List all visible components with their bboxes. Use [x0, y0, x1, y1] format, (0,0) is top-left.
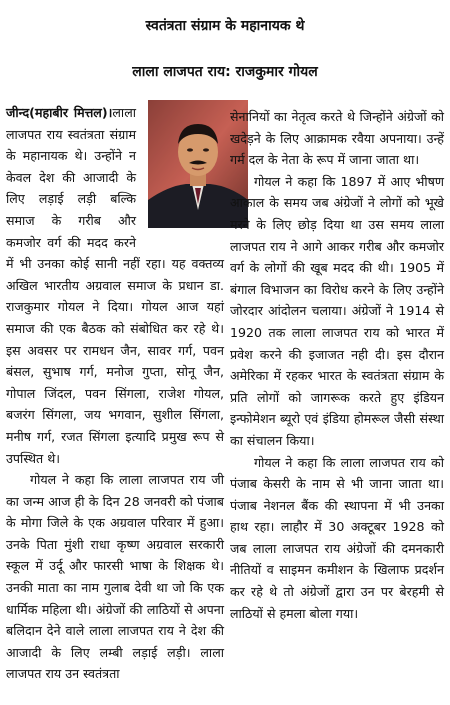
right-paragraph-3: गोयल ने कहा कि लाला लाजपत राय को पंजाब केसरी के नाम से भी जाना जाता था। पंजाब नेशनल बैंक की स्थापना में भी उनका हाथ रहा। लाहौर में 30 अक्टूबर 1928 को जब लाला लाजपत राय अंग्रेजों की दमनकारी नीतियों व साइमन कमीशन के खिलाफ प्रदर्शन कर रहे थे तो अंग्रेजों द्वारा उन पर बेरहमी से लाठियों से हमला बोला गया।	[230, 454, 444, 621]
dateline: जीन्द(महाबीर मित्तल)।	[6, 105, 113, 120]
left-paragraph-2: गोयल ने कहा कि लाला लाजपत राय जी का जन्म आज ही के दिन 28 जनवरी को पंजाब के मोगा जिले के एक अग्रवाल परिवार में हुआ। उनके पिता मुंशी राधा कृष्ण अग्रवाल सरकारी स्कूल में उर्दू और फारसी भाषा के शिक्षक थे। उनकी माता का नाम गुलाब देवी था जो कि एक धार्मिक महिला थी। अंग्रेजों की लाठियों से अपना बलिदान देने वाले लाला लाजपत राय ने देश की आजादी के लिए लम्बी लड़ाई लड़ी। लाला लाजपत राय उन स्वतंत्रता	[6, 472, 224, 682]
left-paragraph-1: लाला लाजपत राय स्वतंत्रता संग्राम के महानायक थे। उन्होंने न केवल देश की आजादी के लिए लड़ाई लड़ी बल्कि समाज के गरीब और कमजोर वर्ग की मदद करने में भी उनका कोई सानी नहीं रहा। यह वक्तव्य अखिल भारतीय अग्रवाल समाज के प्रधान डा. राजकुमार गोयल ने दिया। गोयल आज यहां समाज की एक बैठक को संबोधित कर रहे थे। इस अवसर पर रामधन जैन, सावर गर्ग, पवन बंसल, सुभाष गर्ग, मनोज गुप्ता, सोनू जैन, गोपाल जिंदल, पवन सिंगला, राजेश गोयल, बजरंग सिंगला, जय भगवान, सुशील सिंगला, मनीष गर्ग, रजत सिंगला इत्यादि प्रमुख रूप से उपस्थित थे।	[6, 105, 224, 466]
headline-line-1: स्वतंत्रता संग्राम के महानायक थे	[145, 18, 305, 34]
right-column	[230, 106, 444, 624]
right-paragraph-2: गोयल ने कहा कि 1897 में आए भीषण आकाल के समय जब अंग्रेजों ने लोगों को भूखे मरने के लिए छोड़ दिया था उस समय लाला लाजपत राय ने आगे आकर गरीब और कमजोर वर्ग के लोगों की खूब मदद की थी। 1905 में बंगाल विभाजन का विरोध करने के लिए उन्होंने जोरदार आंदोलन चलाया। अंग्रेजों ने 1914 से 1920 तक लाला लाजपत राय को भारत में प्रवेश करने की इजाजत नही दी। इस दौरान अमेरिका में रहकर भारत के स्वतंत्रता संग्राम के प्रति लोगों को जागरूक करते हुए इंडियन इन्फोमेशन ब्यूरो एवं इंडिया होमरूल जैसी संस्था का संचालन किया।	[230, 173, 444, 448]
right-paragraph-1: सेनानियों का नेतृत्व करते थे जिन्होंने अंग्रेजों को खदेड़ने के लिए आक्रामक रवैया अपनाया। उन्हें गर्म दल के नेता के रूप में जाना जाता था।	[230, 109, 444, 168]
headline-line-2: लाला लाजपत राय: राजकुमार गोयल	[132, 64, 318, 80]
